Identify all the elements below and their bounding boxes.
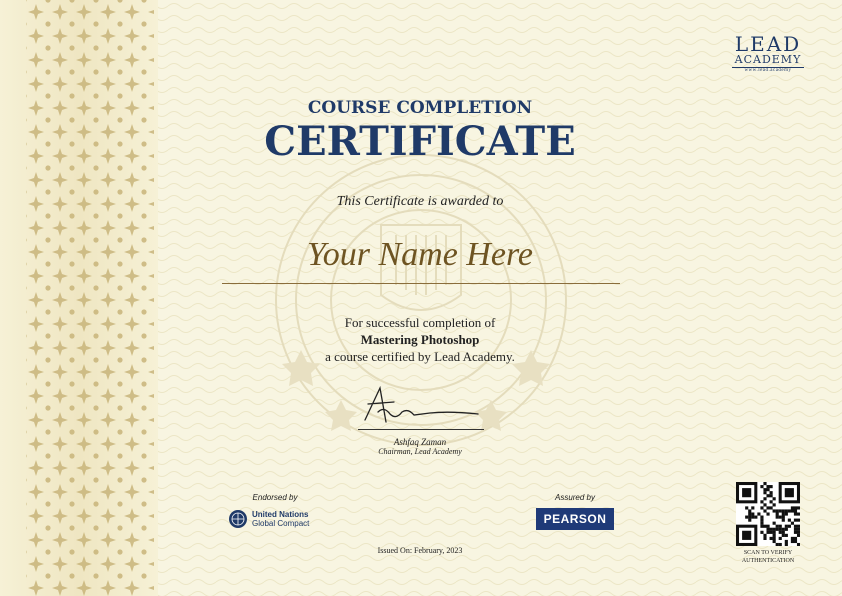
name-underline <box>222 283 620 284</box>
signatory-role: Chairman, Lead Academy <box>378 447 462 456</box>
certified-text: a course certified by Lead Academy. <box>325 349 515 364</box>
endorsed-label: Endorsed by <box>252 493 298 502</box>
un-text-line2: Global Compact <box>252 519 310 528</box>
un-globe-icon <box>228 509 248 529</box>
assured-label: Assured by <box>554 493 596 502</box>
qr-caption-line1: SCAN TO VERIFY <box>743 550 793 556</box>
signature-line <box>358 429 484 430</box>
awarded-text: This Certificate is awarded to <box>336 194 504 209</box>
lead-academy-logo <box>728 34 808 73</box>
course-name: Mastering Photoshop <box>360 332 480 347</box>
pearson-logo: PEARSON <box>536 508 614 530</box>
logo-line1: LEAD <box>734 32 802 56</box>
completion-text: For successful completion of <box>344 315 496 330</box>
qr-code-icon[interactable] <box>736 482 800 546</box>
certificate-title: CERTIFICATE <box>264 118 576 165</box>
gold-pattern-band <box>0 0 158 596</box>
un-global-compact-logo <box>228 508 338 530</box>
qr-caption <box>724 549 812 565</box>
signatory-name: Ashfaq Zaman <box>393 437 447 447</box>
logo-url: www.lead.academy <box>732 67 804 73</box>
issued-date: Issued On: February, 2023 <box>377 546 463 555</box>
qr-caption-line2: AUTHENTICATION <box>741 558 795 564</box>
recipient-name: Your Name Here <box>306 236 534 273</box>
certificate-subtitle: COURSE COMPLETION <box>307 98 533 118</box>
signature-icon <box>360 382 485 428</box>
un-text-line1: United Nations <box>252 510 309 519</box>
logo-line2: ACADEMY <box>734 53 802 66</box>
